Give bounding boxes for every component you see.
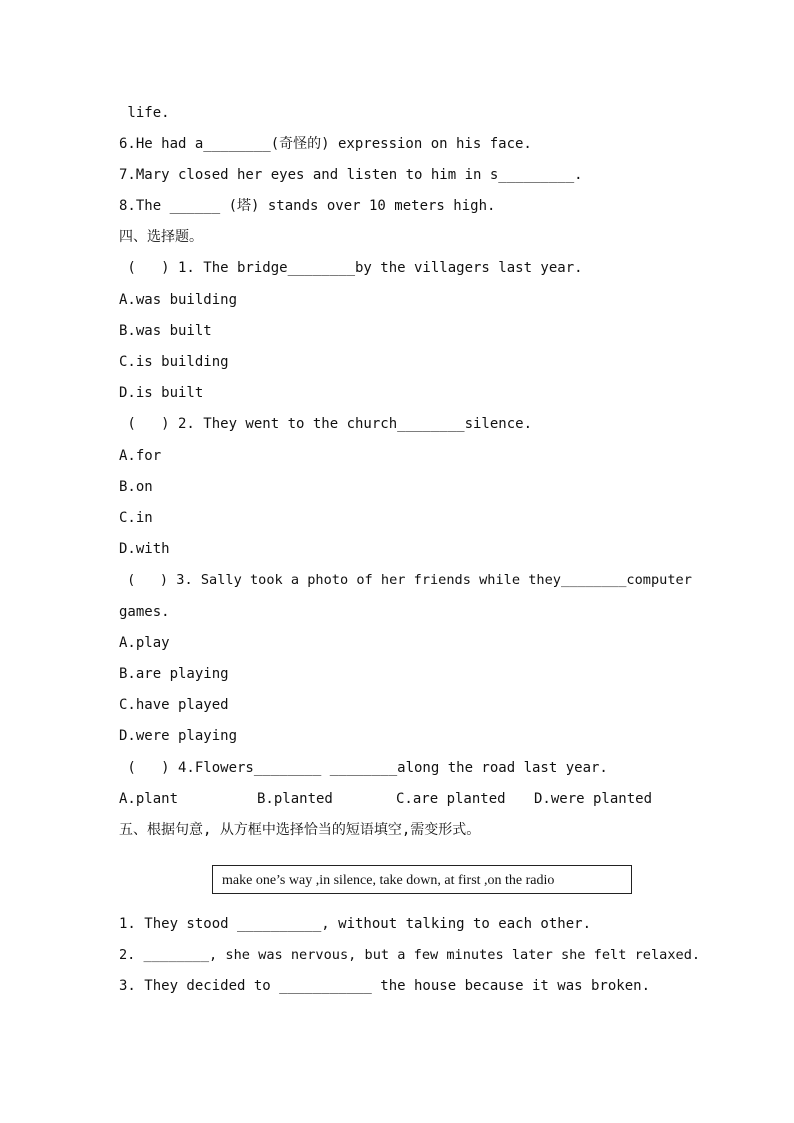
- vocab-item-8: 8.The ______ (塔) stands over 10 meters high.: [119, 198, 496, 214]
- section-heading-fill: 五、根据句意, 从方框中选择恰当的短语填空,需变形式。: [119, 822, 481, 838]
- q4-option-b: B.planted: [257, 791, 333, 807]
- q4-option-c: C.are planted: [396, 791, 506, 807]
- vocab-item-7: 7.Mary closed her eyes and listen to him in s_________.: [119, 167, 583, 183]
- q3-option-d: D.were playing: [119, 728, 238, 744]
- phrase-box: make one’s way ,in silence, take down, at first ,on the radio: [212, 865, 632, 894]
- continued-line-life: life.: [119, 105, 170, 121]
- q1-option-b: B.was built: [119, 323, 212, 339]
- fill-item-3: 3. They decided to ___________ the house because it was broken.: [119, 978, 651, 994]
- q1-option-d: D.is built: [119, 385, 204, 401]
- q3-option-a: A.play: [119, 635, 170, 651]
- q4-option-d: D.were planted: [534, 791, 653, 807]
- q1-option-a: A.was building: [119, 292, 238, 308]
- q4-options-row: [119, 790, 679, 808]
- question-1: ( ) 1. The bridge________by the villagers last year.: [119, 260, 583, 276]
- question-4: ( ) 4.Flowers________ ________along the road last year.: [119, 760, 608, 776]
- q3-option-c: C.have played: [119, 697, 229, 713]
- q2-option-c: C.in: [119, 510, 153, 526]
- q4-option-a: A.plant: [119, 791, 179, 807]
- fill-item-2: 2. ________, she was nervous, but a few minutes later she felt relaxed.: [119, 947, 701, 963]
- question-3: ( ) 3. Sally took a photo of her friends while they________computer: [119, 572, 692, 588]
- question-3-continued: games.: [119, 604, 170, 620]
- q1-option-c: C.is building: [119, 354, 229, 370]
- q2-option-b: B.on: [119, 479, 153, 495]
- q3-option-b: B.are playing: [119, 666, 229, 682]
- question-2: ( ) 2. They went to the church________silence.: [119, 416, 533, 432]
- vocab-item-6: 6.He had a________(奇怪的) expression on his face.: [119, 136, 532, 152]
- q2-option-a: A.for: [119, 448, 162, 464]
- fill-item-1: 1. They stood __________, without talking to each other.: [119, 916, 592, 932]
- q2-option-d: D.with: [119, 541, 170, 557]
- section-heading-choice: 四、选择题。: [119, 229, 203, 245]
